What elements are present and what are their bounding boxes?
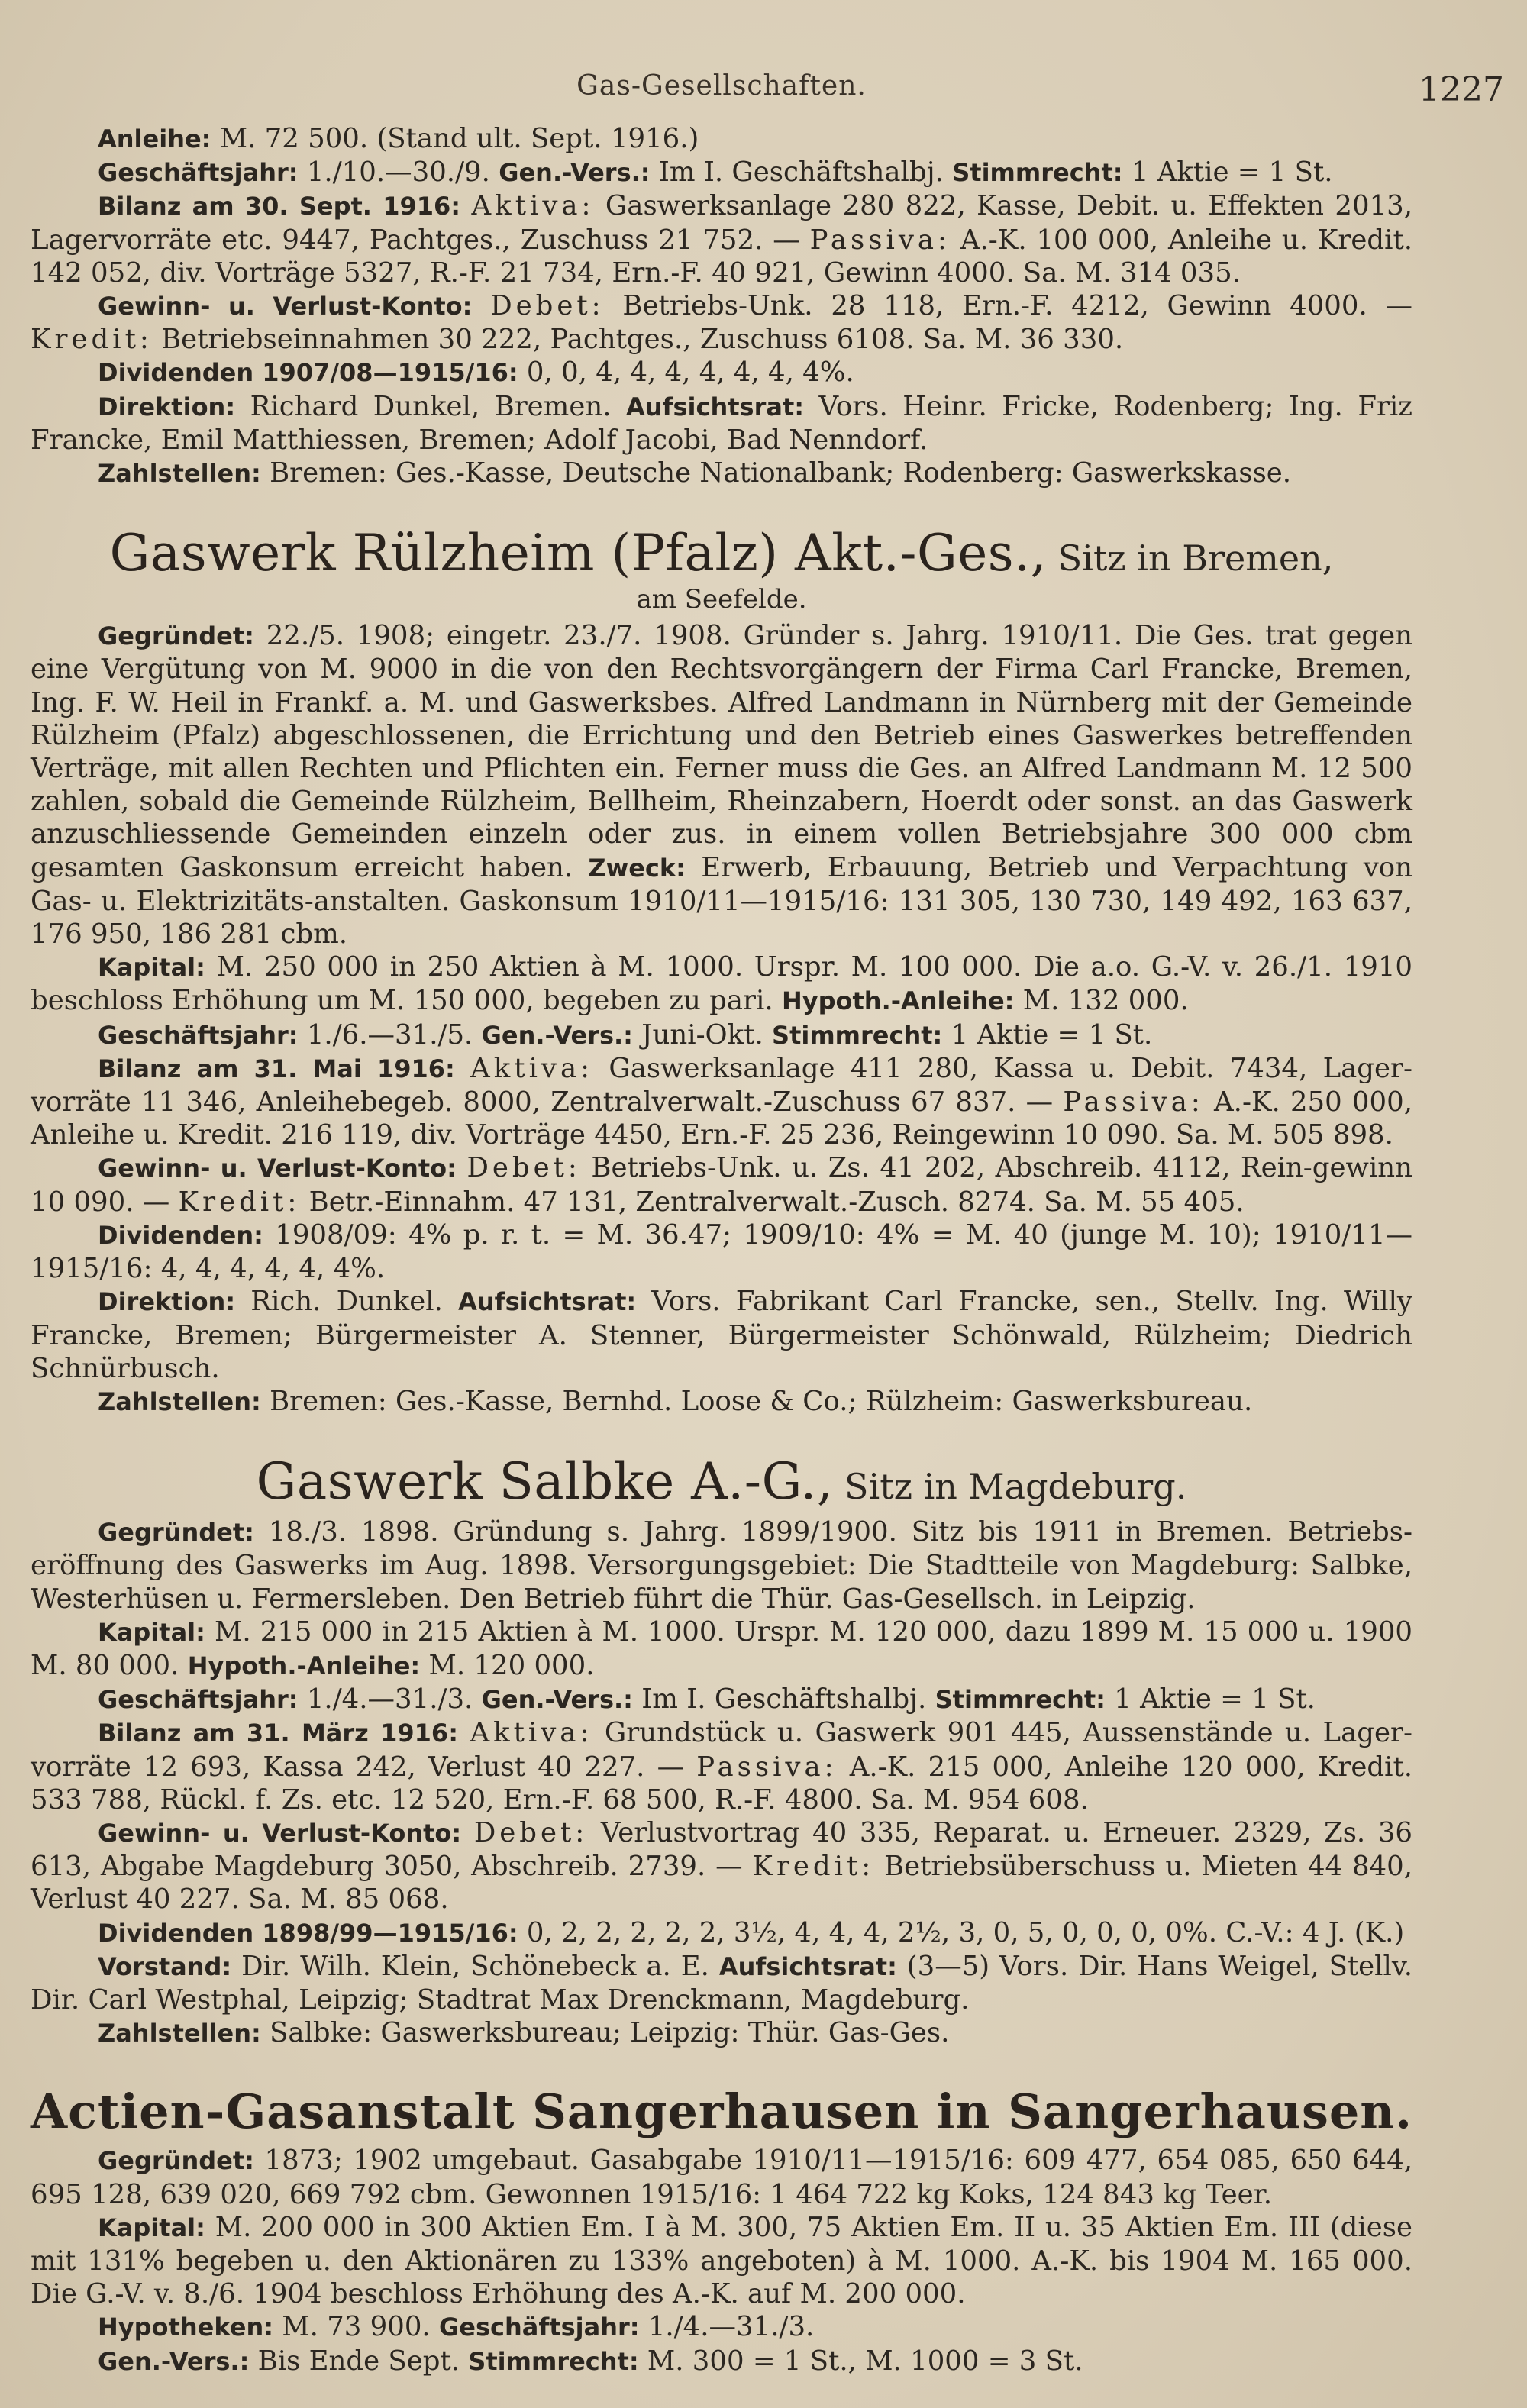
field-label: Geschäftsjahr: [439,2313,640,2342]
field-text: 1873; 1902 umgebaut. Gasabgabe 1910/11—1915/16: 609 477, 654 085, 650 644, 695 128, 639 020, 669 792 cbm. Gewonnen 1915/16: 1 464 722 kg Koks, 124 843 kg Teer. [31,2145,1412,2210]
field-label: Zahlstellen: [98,459,261,489]
field-label: Zahlstellen: [98,2019,261,2048]
spaced-label: Kredit: [752,1851,875,1883]
field-text: Betriebs-Unk. u. Zs. 41 202, Abschreib. 4112, Rein-gewinn 10 090. — [31,1152,1412,1218]
field-label: Gen.-Vers.: [98,2346,250,2376]
field-label: Geschäftsjahr: [98,1685,299,1715]
field-text: 1 Aktie = 1 St. [1122,157,1333,189]
field-label: Hypoth.-Anleihe: [781,986,1015,1016]
field-text: Im I. Geschäftshalbj. [650,157,953,189]
spaced-label: Aktiva: [470,1052,594,1084]
spaced-label: Kredit: [31,324,153,356]
paragraph [31,1916,1412,1950]
field-text: 1908/09: 4% p. r. t. = M. 36.47; 1909/10: 4% = M. 40 (junge M. 10); 1910/11—1915/16: 4, 4, 4, 4, 4, 4%. [31,1219,1412,1285]
page-number: 1227 [1419,70,1504,109]
field-text: Betriebseinnahmen 30 222, Pachtges., Zuschuss 6108. Sa. M. 36 330. [152,324,1124,356]
field-text: Im I. Geschäftshalbj. [632,1683,935,1716]
field-text: Rich. Dunkel. [235,1286,459,1318]
field-label: Kapital: [98,2213,205,2242]
field-label: Dividenden 1907/08—1915/16: [98,358,518,388]
field-label: Anleihe: [98,124,211,153]
company-heading [31,2084,1412,2139]
field-label: Zweck: [588,853,686,883]
company-heading [31,1452,1412,1511]
field-label: Geschäftsjahr: [98,158,299,188]
field-label: Gewinn- u. Verlust-Konto: [98,1818,462,1848]
field-text: 1 Aktie = 1 St. [1105,1683,1316,1716]
field-label: Zahlstellen: [98,1386,261,1416]
field-text: M. 300 = 1 St., M. 1000 = 3 St. [638,2345,1083,2377]
company-entry-ruelzheim [31,524,1412,1419]
company-entry-sangerhausen [31,2084,1412,2377]
field-label: Direktion: [98,392,236,421]
field-text: Vors. Heinr. Fricke, Rodenberg; Ing. Friz Francke, Emil Matthiessen, Bremen; Adolf Jacobi, Bad Nenndorf. [31,390,1412,456]
field-label: Kapital: [98,953,205,983]
field-text: Grundstück u. Gaswerk 901 445, Aussenstände u. Lager-vorräte 12 693, Kassa 242, Verlust 40 227. — [31,1717,1412,1783]
field-label: Stimmrecht: [952,158,1123,188]
paragraph [31,122,1412,156]
entry-continuation [31,122,1412,490]
paragraph [31,1950,1412,2016]
field-text: Betriebs-Unk. 28 118, Ern.-F. 4212, Gewinn 4000. — [604,290,1412,322]
spaced-label: Debet: [466,1152,581,1184]
company-heading [31,524,1412,583]
paragraph [31,390,1412,457]
spaced-label: Aktiva: [470,1717,593,1749]
spaced-label: Passiva: [696,1751,838,1783]
field-text: 1./4.—31./3. [639,2311,815,2343]
paragraph [31,2211,1412,2311]
paragraph [31,2144,1412,2210]
field-text [455,1053,470,1084]
field-label: Vorstand: [98,1951,232,1981]
paragraph [31,356,1412,389]
field-label: Hypotheken: [98,2313,274,2342]
paragraph [31,1385,1412,1419]
company-name: Actien-Gasanstalt Sangerhausen in Sangerhausen. [31,2084,1412,2140]
paragraph [31,619,1412,951]
field-text: 1./6.—31./5. [298,1018,482,1051]
field-label: Gen.-Vers.: [481,1685,633,1715]
paragraph [31,2016,1412,2050]
paragraph [31,156,1412,189]
field-label: Gen.-Vers.: [481,1020,633,1050]
paragraph [31,1816,1412,1916]
running-title: Gas-Gesellschaften. [576,70,867,102]
field-label: Bilanz am 30. Sept. 1916: [98,192,461,221]
paragraph [31,1515,1412,1616]
field-label: Direktion: [98,1287,236,1317]
field-text: 18./3. 1898. Gründung s. Jahrg. 1899/1900. Sitz bis 1911 in Bremen. Betriebs-eröffnung des Gaswerks im Aug. 1898. Versorgungsgebiet: Die Stadtteile von Magdeburg: Salbke, Westerhüsen u. Fermersleben. Den Betrieb führt die Thür. Gas-Gesellsch. in Leipzig. [31,1516,1412,1615]
field-text: A.-K. 100 000, Anleihe u. Kredit. 142 052, div. Vorträge 5327, R.-F. 21 734, Ern.-F. 40 921, Gewinn 4000. Sa. M. 314 035. [31,224,1412,289]
company-name: Gaswerk Salbke A.-G., [256,1452,834,1512]
spaced-label: Debet: [473,1816,589,1848]
spaced-label: Passiva: [1063,1086,1204,1118]
paragraph [31,1716,1412,1816]
field-text [460,190,471,221]
field-text: Bremen: Ges.-Kasse, Deutsche Nationalbank; Rodenberg: Gaswerkskasse. [260,457,1292,489]
field-text: Betriebsüberschuss u. Mieten 44 840, Verlust 40 227. Sa. M. 85 068. [31,1851,1412,1916]
field-text: M. 200 000 in 300 Aktien Em. I à M. 300, 75 Aktien Em. II u. 35 Aktien Em. III (diese mit 131% begeben u. den Aktionären zu 133% angeboten) à M. 1000. A.-K. bis 1904 M. 165 000. Die G.-V. v. 8./6. 1904 beschloss Erhöhung des A.-K. auf M. 200 000. [31,2211,1412,2310]
field-text: Bis Ende Sept. [249,2345,469,2377]
paragraph [31,289,1412,356]
field-label: Dividenden: [98,1220,263,1250]
paragraph [31,2345,1412,2378]
field-label: Gen.-Vers.: [499,158,651,188]
field-text: Bremen: Ges.-Kasse, Bernhd. Loose & Co.; Rülzheim: Gaswerksbureau. [260,1385,1253,1417]
paragraph [31,189,1412,289]
field-text: M. 72 500. (Stand ult. Sept. 1916.) [211,123,699,154]
field-text [458,1717,470,1748]
paragraph [31,1683,1412,1716]
page-header [31,70,1504,116]
field-text [472,290,490,321]
field-text: 1 Aktie = 1 St. [942,1018,1153,1051]
spaced-label: Aktiva: [471,190,595,222]
field-text: Vors. Fabrikant Carl Francke, sen., Stellv. Ing. Willy Francke, Bremen; Bürgermeister A. Stenner, Bürgermeister Schönwald, Rülzheim; Diedrich Schnürbusch. [31,1286,1412,1384]
field-label: Kapital: [98,1617,205,1647]
field-text: A.-K. 250 000, Anleihe u. Kredit. 216 119, div. Vorträge 4450, Ern.-F. 25 236, Reingewinn 10 090. Sa. M. 505 898. [31,1086,1412,1151]
field-text: Juni-Okt. [632,1018,773,1051]
field-label: Hypoth.-Anleihe: [187,1651,421,1680]
company-entry-salbke [31,1452,1412,2050]
field-text: Gaswerksanlage 280 822, Kasse, Debit. u. Effekten 2013, Lagervorräte etc. 9447, Pachtges., Zuschuss 21 752. — [31,190,1413,256]
field-text: 1./10.—30./9. [298,157,499,189]
field-text: Betr.-Einnahm. 47 131, Zentralverwalt.-Zusch. 8274. Sa. M. 55 405. [300,1186,1245,1218]
field-text: M. 132 000. [1014,985,1189,1017]
field-label: Aufsichtsrat: [458,1287,637,1317]
field-label: Gewinn- u. Verlust-Konto: [98,292,473,321]
field-text: Dir. Wilh. Klein, Schönebeck a. E. [231,1950,719,1982]
field-text: M. 73 900. [273,2311,440,2343]
company-seat: Sitz in Magdeburg. [833,1466,1187,1508]
field-text: Verlustvortrag 40 335, Reparat. u. Erneuer. 2329, Zs. 36 613, Abgabe Magdeburg 3050, Abschreib. 2739. — [31,1816,1412,1883]
paragraph [31,1151,1412,1218]
field-text: 22./5. 1908; eingetr. 23./7. 1908. Gründer s. Jahrg. 1910/11. Die Ges. trat gegen eine Vergütung von M. 9000 in die von den Rechtsvorgängern der Firma Carl Francke, Bremen, Ing. F. W. Heil in Frankf. a. M. und Gaswerksbes. Alfred Landmann in Nürnberg mit der Gemeinde Rülzheim (Pfalz) abgeschlossenen, die Errichtung und den Betrieb eines Gaswerkes betreffenden Verträge, mit allen Rechten und Pflichten ein. Ferner muss die Ges. an Alfred Landmann M. 12 500 zahlen, sobald die Gemeinde Rülzheim, Bellheim, Rheinzabern, Hoerdt oder sonst. an das Gaswerk anzuschliessende Gemeinden einzeln oder zus. in einem vollen Betriebsjahre 300 000 cbm gesamten Gaskonsum erreicht haben. [31,620,1412,883]
company-address: am Seefelde. [636,584,807,615]
paragraph [31,1219,1412,1285]
paragraph [31,2310,1412,2344]
paragraph [31,951,1412,1018]
field-text [461,1817,474,1848]
field-label: Gegründet: [98,2146,254,2176]
field-label: Aufsichtsrat: [625,392,805,421]
field-label: Gegründet: [98,621,254,651]
field-text: Richard Dunkel, Bremen. [235,390,626,422]
field-text: 1./4.—31./3. [298,1683,482,1716]
paragraph [31,1052,1412,1152]
field-label: Bilanz am 31. Mai 1916: [98,1054,455,1083]
paragraph [31,457,1412,490]
field-text [457,1152,467,1183]
paragraph [31,1616,1412,1683]
field-label: Aufsichtsrat: [718,1951,897,1981]
field-text: Gaswerksanlage 411 280, Kassa u. Debit. 7434, Lager-vorräte 11 346, Anleihebegeb. 8000, Zentralverwalt.-Zuschuss 67 837. — [31,1052,1413,1118]
paragraph [31,1285,1412,1385]
paragraph [31,1018,1412,1052]
field-text: M. 120 000. [420,1649,595,1681]
field-text: M. 215 000 in 215 Aktien à M. 1000. Urspr. M. 120 000, dazu 1899 M. 15 000 u. 1900 M. 80 000. [31,1616,1412,1681]
field-text: 0, 2, 2, 2, 2, 2, 3½, 4, 4, 4, 2½, 3, 0, 5, 0, 0, 0, 0%. C.-V.: 4 J. (K.) [518,1916,1405,1948]
field-label: Gewinn- u. Verlust-Konto: [98,1154,457,1183]
field-label: Stimmrecht: [935,1685,1106,1715]
field-text: Salbke: Gaswerksbureau; Leipzig: Thür. Gas-Ges. [260,2017,950,2049]
field-label: Dividenden 1898/99—1915/16: [98,1918,518,1948]
field-label: Geschäftsjahr: [98,1020,299,1050]
field-text: 0, 0, 4, 4, 4, 4, 4, 4, 4%. [518,357,854,389]
field-text: M. 250 000 in 250 Aktien à M. 1000. Urspr. M. 100 000. Die a.o. G.-V. v. 26./1. 1910 beschloss Erhöhung um M. 150 000, begeben zu pari. [31,951,1412,1017]
field-label: Gegründet: [98,1518,254,1548]
spaced-label: Debet: [490,290,605,322]
field-label: Stimmrecht: [468,2346,639,2376]
field-label: Bilanz am 31. März 1916: [98,1719,458,1748]
company-name: Gaswerk Rülzheim (Pfalz) Akt.-Ges., [109,524,1048,583]
spaced-label: Passiva: [809,224,951,256]
spaced-label: Kredit: [178,1186,301,1218]
field-label: Stimmrecht: [772,1020,943,1050]
field-text: (3—5) Vors. Dir. Hans Weigel, Stellv. Dir. Carl Westphal, Leipzig; Stadtrat Max Drenckmann, Magdeburg. [31,1950,1412,2016]
company-seat: Sitz in Bremen, [1047,537,1334,579]
field-text: Erwerb, Erbauung, Betrieb und Verpachtung von Gas- u. Elektrizitäts-anstalten. Gaskonsum 1910/11—1915/16: 131 305, 130 730, 149 492, 163 637, 176 950, 186 281 cbm. [31,851,1412,951]
field-text: A.-K. 215 000, Anleihe 120 000, Kredit. 533 788, Rückl. f. Zs. etc. 12 520, Ern.-F. 68 500, R.-F. 4800. Sa. M. 954 608. [31,1751,1412,1816]
